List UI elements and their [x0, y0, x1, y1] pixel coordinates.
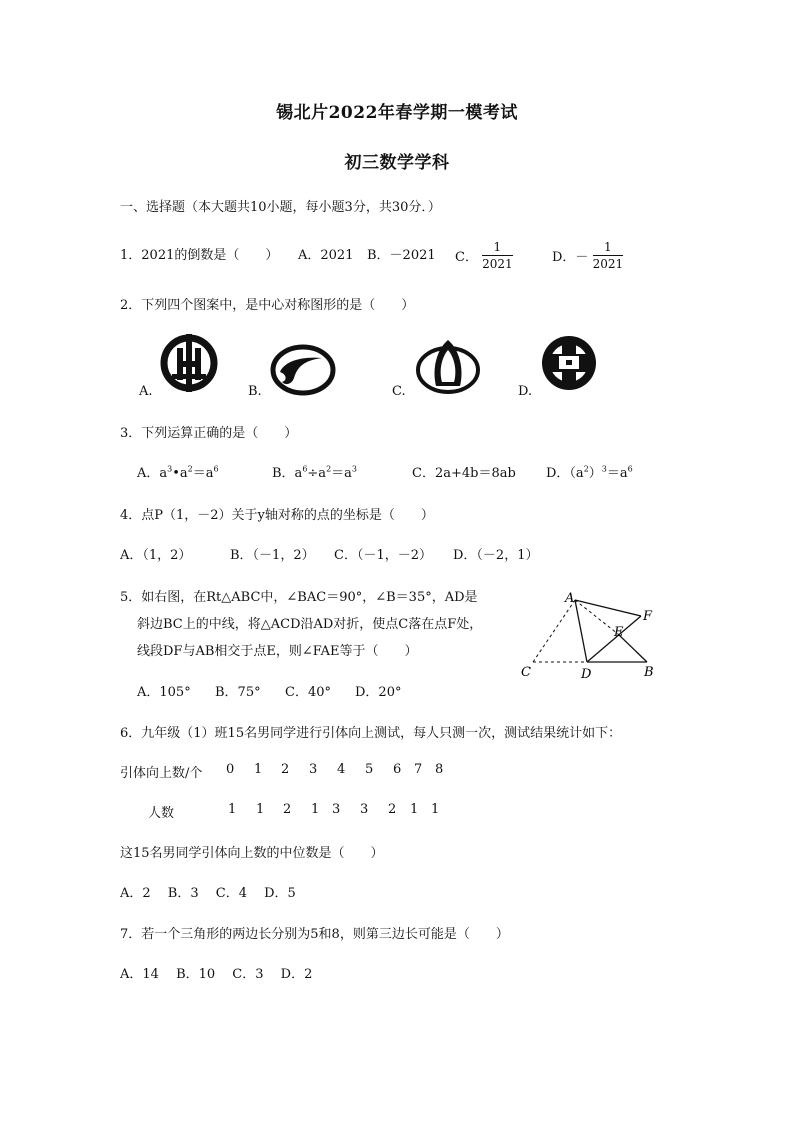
q5-option-d: D．20°	[355, 685, 402, 700]
q6-row1-cell: 4	[337, 762, 346, 777]
q6-row2-cell: 1	[228, 802, 237, 817]
section-heading: 一、选择题（本大题共10小题，每小题3分，共30分．）	[120, 200, 441, 215]
q3-a-exp2: 2	[187, 464, 193, 474]
q5-triangle-figure	[515, 588, 665, 680]
label-a: A	[565, 591, 575, 606]
q3-d-exp2: 3	[601, 464, 607, 474]
q4-option-c: C．（－1，－2）	[334, 548, 432, 563]
label-e: E	[614, 625, 624, 640]
q6-row1-cell: 8	[435, 762, 444, 777]
q5-option-b: B．75°	[215, 685, 261, 700]
q6-question: 这15名男同学引体向上数的中位数是（ ）	[120, 846, 384, 861]
q3-d-base: D．（a	[546, 466, 584, 481]
label-d: D	[581, 667, 592, 680]
q6-row1-cell: 5	[365, 762, 374, 777]
q3-a-mid: •a	[172, 466, 188, 481]
arch-oval-logo-icon	[414, 336, 482, 396]
q3-a-exp3: 6	[213, 464, 219, 474]
q6-row2-cell: 2	[283, 802, 292, 817]
swoosh-oval-logo-icon	[270, 344, 336, 396]
segment-ca	[533, 600, 575, 662]
q1-d-label: D．－	[552, 250, 589, 265]
q3-a-exp1: 3	[167, 464, 173, 474]
q1-d-numerator: 1	[593, 241, 624, 256]
q2-option-b-label: B.	[248, 384, 262, 399]
q3-option-a	[137, 462, 219, 481]
exam-subtitle: 初三数学学科	[344, 153, 450, 173]
q6-row1-cell: 1	[254, 762, 263, 777]
q3-option-c: C．2a+4b＝8ab	[412, 466, 516, 481]
q1-c-label: C．	[455, 250, 478, 265]
q1-option-b: B．－2021	[367, 248, 436, 263]
q2-option-c-label: C.	[392, 384, 406, 399]
coin-square-hole-logo-icon	[540, 334, 598, 392]
q3-d-eq: ＝a	[606, 466, 628, 481]
q3-stem: 3．下列运算正确的是（ ）	[120, 426, 298, 441]
q4-stem: 4．点P（1，－2）关于y轴对称的点的坐标是（ ）	[120, 508, 434, 523]
q6-row1-label: 引体向上数/个	[120, 766, 203, 781]
q3-b-exp1: 6	[302, 464, 308, 474]
q7-options: A．14 B．10 C．3 D．2	[120, 967, 313, 982]
q6-row2-cell: 1	[431, 802, 440, 817]
q1-c-fraction	[482, 241, 513, 270]
q3-b-exp3: 3	[351, 464, 358, 474]
q1-c-denominator: 2021	[482, 257, 513, 271]
q6-row2-cell: 1	[410, 802, 419, 817]
label-b: B	[644, 665, 654, 680]
q7-stem: 7．若一个三角形的两边长分别为5和8，则第三边长可能是（ ）	[120, 927, 509, 942]
q6-row1-cell: 2	[281, 762, 290, 777]
q4-option-a: A．（1，2）	[120, 548, 192, 563]
q3-a-base: A．a	[137, 466, 168, 481]
q6-row1-cell: 0	[226, 762, 235, 777]
q3-b-mid: ÷a	[307, 466, 327, 481]
q6-row1-cell: 6	[393, 762, 402, 777]
q3-option-b	[272, 462, 357, 481]
q3-d-exp1: 2	[583, 464, 589, 474]
q6-row2-label: 人数	[148, 806, 175, 821]
q6-row2-cell: 1	[256, 802, 265, 817]
label-f: F	[643, 609, 653, 624]
q6-row-people	[120, 802, 580, 820]
q6-row1-cell: 3	[309, 762, 318, 777]
q3-d-exp3: 6	[627, 464, 633, 474]
q3-b-eq: ＝a	[331, 466, 352, 481]
q1-c-numerator: 1	[482, 241, 513, 256]
q1-d-fraction	[593, 241, 624, 270]
q6-options: A．2 B．3 C．4 D．5	[120, 886, 296, 901]
q1-d-denominator: 2021	[592, 257, 624, 271]
q4-option-d: D．（－2，1）	[453, 548, 539, 563]
q6-row1-cell: 7	[414, 762, 423, 777]
q1-option-c	[455, 241, 513, 270]
q5-option-a: A．105°	[137, 685, 191, 700]
q1-option-d	[552, 241, 623, 270]
q3-b-base: B．a	[272, 466, 303, 481]
q6-row2-cell: 1	[311, 802, 320, 817]
q4-option-b: B．（－1，2）	[230, 548, 315, 563]
q5-line-2: 斜边BC上的中线，将△ACD沿AD对折，使点C落在点F处，	[137, 617, 483, 632]
segment-ad	[575, 600, 587, 662]
q5-line-1: 5．如右图，在Rt△ABC中，∠BAC＝90°，∠B＝35°，AD是	[120, 590, 478, 605]
q1-option-a: A．2021	[298, 248, 354, 263]
q6-stem: 6．九年级（1）班15名男同学进行引体向上测试，每人只测一次，测试结果统计如下：	[120, 726, 622, 741]
label-c: C	[521, 665, 531, 680]
abc-bank-logo-icon	[160, 334, 218, 392]
q3-b-exp2: 2	[326, 464, 332, 474]
q3-a-eq: ＝a	[192, 466, 214, 481]
q1-stem: 1．2021的倒数是（ ）	[120, 248, 279, 263]
q3-d-mid: ）	[588, 466, 602, 481]
q6-row-counts	[120, 762, 580, 780]
exam-title: 锡北片2022年春学期一模考试	[276, 103, 518, 123]
q6-row2-cell: 2	[388, 802, 397, 817]
q6-row2-cell: 3	[360, 802, 369, 817]
q2-option-a-label: A.	[139, 384, 153, 399]
q6-row2-cell: 3	[332, 802, 341, 817]
q2-stem: 2．下列四个图案中，是中心对称图形的是（ ）	[120, 298, 415, 313]
q5-option-c: C．40°	[285, 685, 331, 700]
q2-option-d-label: D.	[518, 384, 533, 399]
q3-option-d	[546, 462, 633, 481]
q5-line-3: 线段DF与AB相交于点E，则∠FAE等于（ ）	[137, 644, 418, 659]
